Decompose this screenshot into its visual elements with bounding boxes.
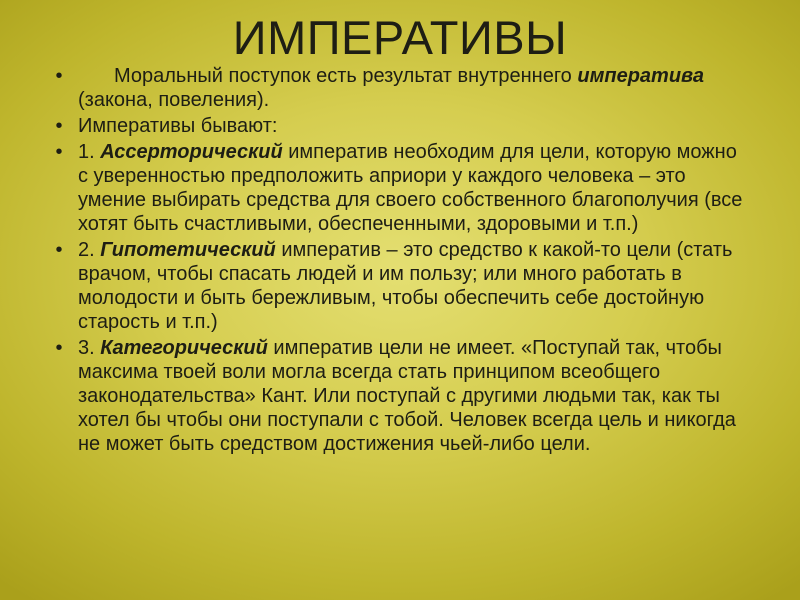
bullet-text: Моральный поступок есть результат внутреннего xyxy=(114,65,578,87)
bullet-text: 2. xyxy=(78,239,101,261)
bullet-text-tail: императив – это средство к какой-то цели (стать врачом, чтобы спасать людей и им пользу; или много работать в молодости и быть бережливым, чтобы обеспечить себе достойную старость и т.п.) xyxy=(78,239,733,333)
bullet-dot-icon: • xyxy=(55,115,63,137)
bullet-dot-icon: • xyxy=(55,337,63,359)
bullet-item-categorical xyxy=(52,336,752,456)
bullet-text: 3. xyxy=(78,337,101,359)
bullet-text-tail: императив необходим для цели, которую можно с уверенностью предположить априори у каждого человека – это умение выбирать средства для своего собственного благополучия (все хотят быть счастливыми, обеспеченными, здоровыми и т.п.) xyxy=(78,141,743,235)
bullet-item-moral-act xyxy=(52,64,752,112)
bullet-text: Императивы бывают: xyxy=(78,115,278,137)
bullet-dot-icon: • xyxy=(55,65,63,87)
bullet-list xyxy=(52,64,752,458)
bullet-text: 1. xyxy=(78,141,101,163)
bullet-emphasis: Ассерторический xyxy=(100,141,283,163)
bullet-dot-icon: • xyxy=(55,141,63,163)
bullet-item-hypothetical xyxy=(52,238,752,334)
bullet-emphasis: Категорический xyxy=(100,337,268,359)
bullet-item-assertoric xyxy=(52,140,752,236)
bullet-text-tail: императив цели не имеет. «Поступай так, чтобы максима твоей воли могла всегда стать принципом всеобщего законодательства» Кант. Или поступай с другими людьми так, как ты хотел бы чтобы они поступали с тобой. Человек всегда цель и никогда не может быть средством достижения чьей-либо цели. xyxy=(78,337,736,455)
bullet-item-types xyxy=(52,114,752,138)
bullet-text-tail: (закона, повеления). xyxy=(78,89,270,111)
slide-title: ИМПЕРАТИВЫ xyxy=(232,11,568,64)
bullet-dot-icon: • xyxy=(55,239,63,261)
bullet-emphasis: императива xyxy=(577,65,704,87)
bullet-emphasis: Гипотетический xyxy=(100,239,276,261)
